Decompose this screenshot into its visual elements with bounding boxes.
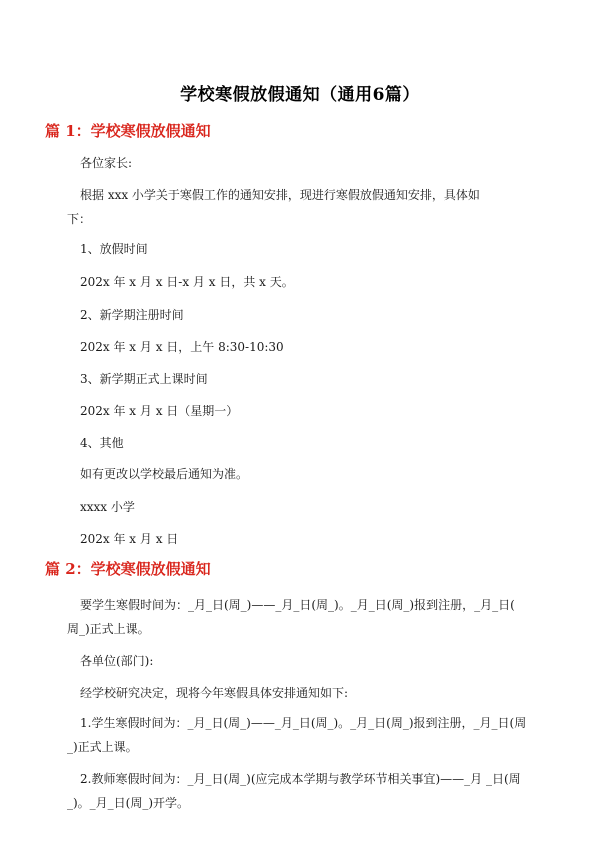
paragraph-line: 下： xyxy=(67,212,92,226)
paragraph-line: 1.学生寒假时间为：_月_日(周_)——_月_日(周_)。_月_日(周_)报到注册，_月_日(周 xyxy=(80,716,527,730)
list-item-heading: 4、其他 xyxy=(80,436,124,450)
paragraph-line: _)。_月_日(周_)开学。 xyxy=(67,796,190,810)
list-item-detail: 202x 年 x 月 x 日-x 月 x 日，共 x 天。 xyxy=(80,275,294,289)
signature-school: xxxx 小学 xyxy=(80,500,135,514)
section-1-heading: 篇 1：学校寒假放假通知 xyxy=(45,122,211,140)
list-item-detail: 如有更改以学校最后通知为准。 xyxy=(80,467,249,481)
paragraph-line: 根据 xxx 小学关于寒假工作的通知安排，现进行寒假放假通知安排，具体如 xyxy=(80,188,480,202)
paragraph-line: _)正式上课。 xyxy=(67,740,138,754)
paragraph-line: 周_)正式上课。 xyxy=(67,622,150,636)
section-2-heading: 篇 2：学校寒假放假通知 xyxy=(45,560,211,578)
list-item-detail: 202x 年 x 月 x 日，上午 8:30-10:30 xyxy=(80,340,284,354)
paragraph-line: 要学生寒假时间为：_月_日(周_)——_月_日(周_)。_月_日(周_)报到注册，_月_日( xyxy=(80,598,515,612)
list-item-heading: 2、新学期注册时间 xyxy=(80,308,184,322)
document-title: 学校寒假放假通知（通用6篇） xyxy=(180,85,420,105)
signature-date: 202x 年 x 月 x 日 xyxy=(80,532,179,546)
list-item-heading: 1、放假时间 xyxy=(80,242,148,256)
list-item-detail: 202x 年 x 月 x 日（星期一） xyxy=(80,404,239,418)
salutation: 各位家长: xyxy=(80,156,133,170)
salutation: 各单位(部门): xyxy=(80,654,154,668)
paragraph-line: 2.教师寒假时间为：_月_日(周_)(应完成本学期与教学环节相关事宜)——_月 _日(周 xyxy=(80,772,521,786)
list-item-heading: 3、新学期正式上课时间 xyxy=(80,372,208,386)
paragraph-line: 经学校研究决定，现将今年寒假具体安排通知如下: xyxy=(80,686,349,700)
